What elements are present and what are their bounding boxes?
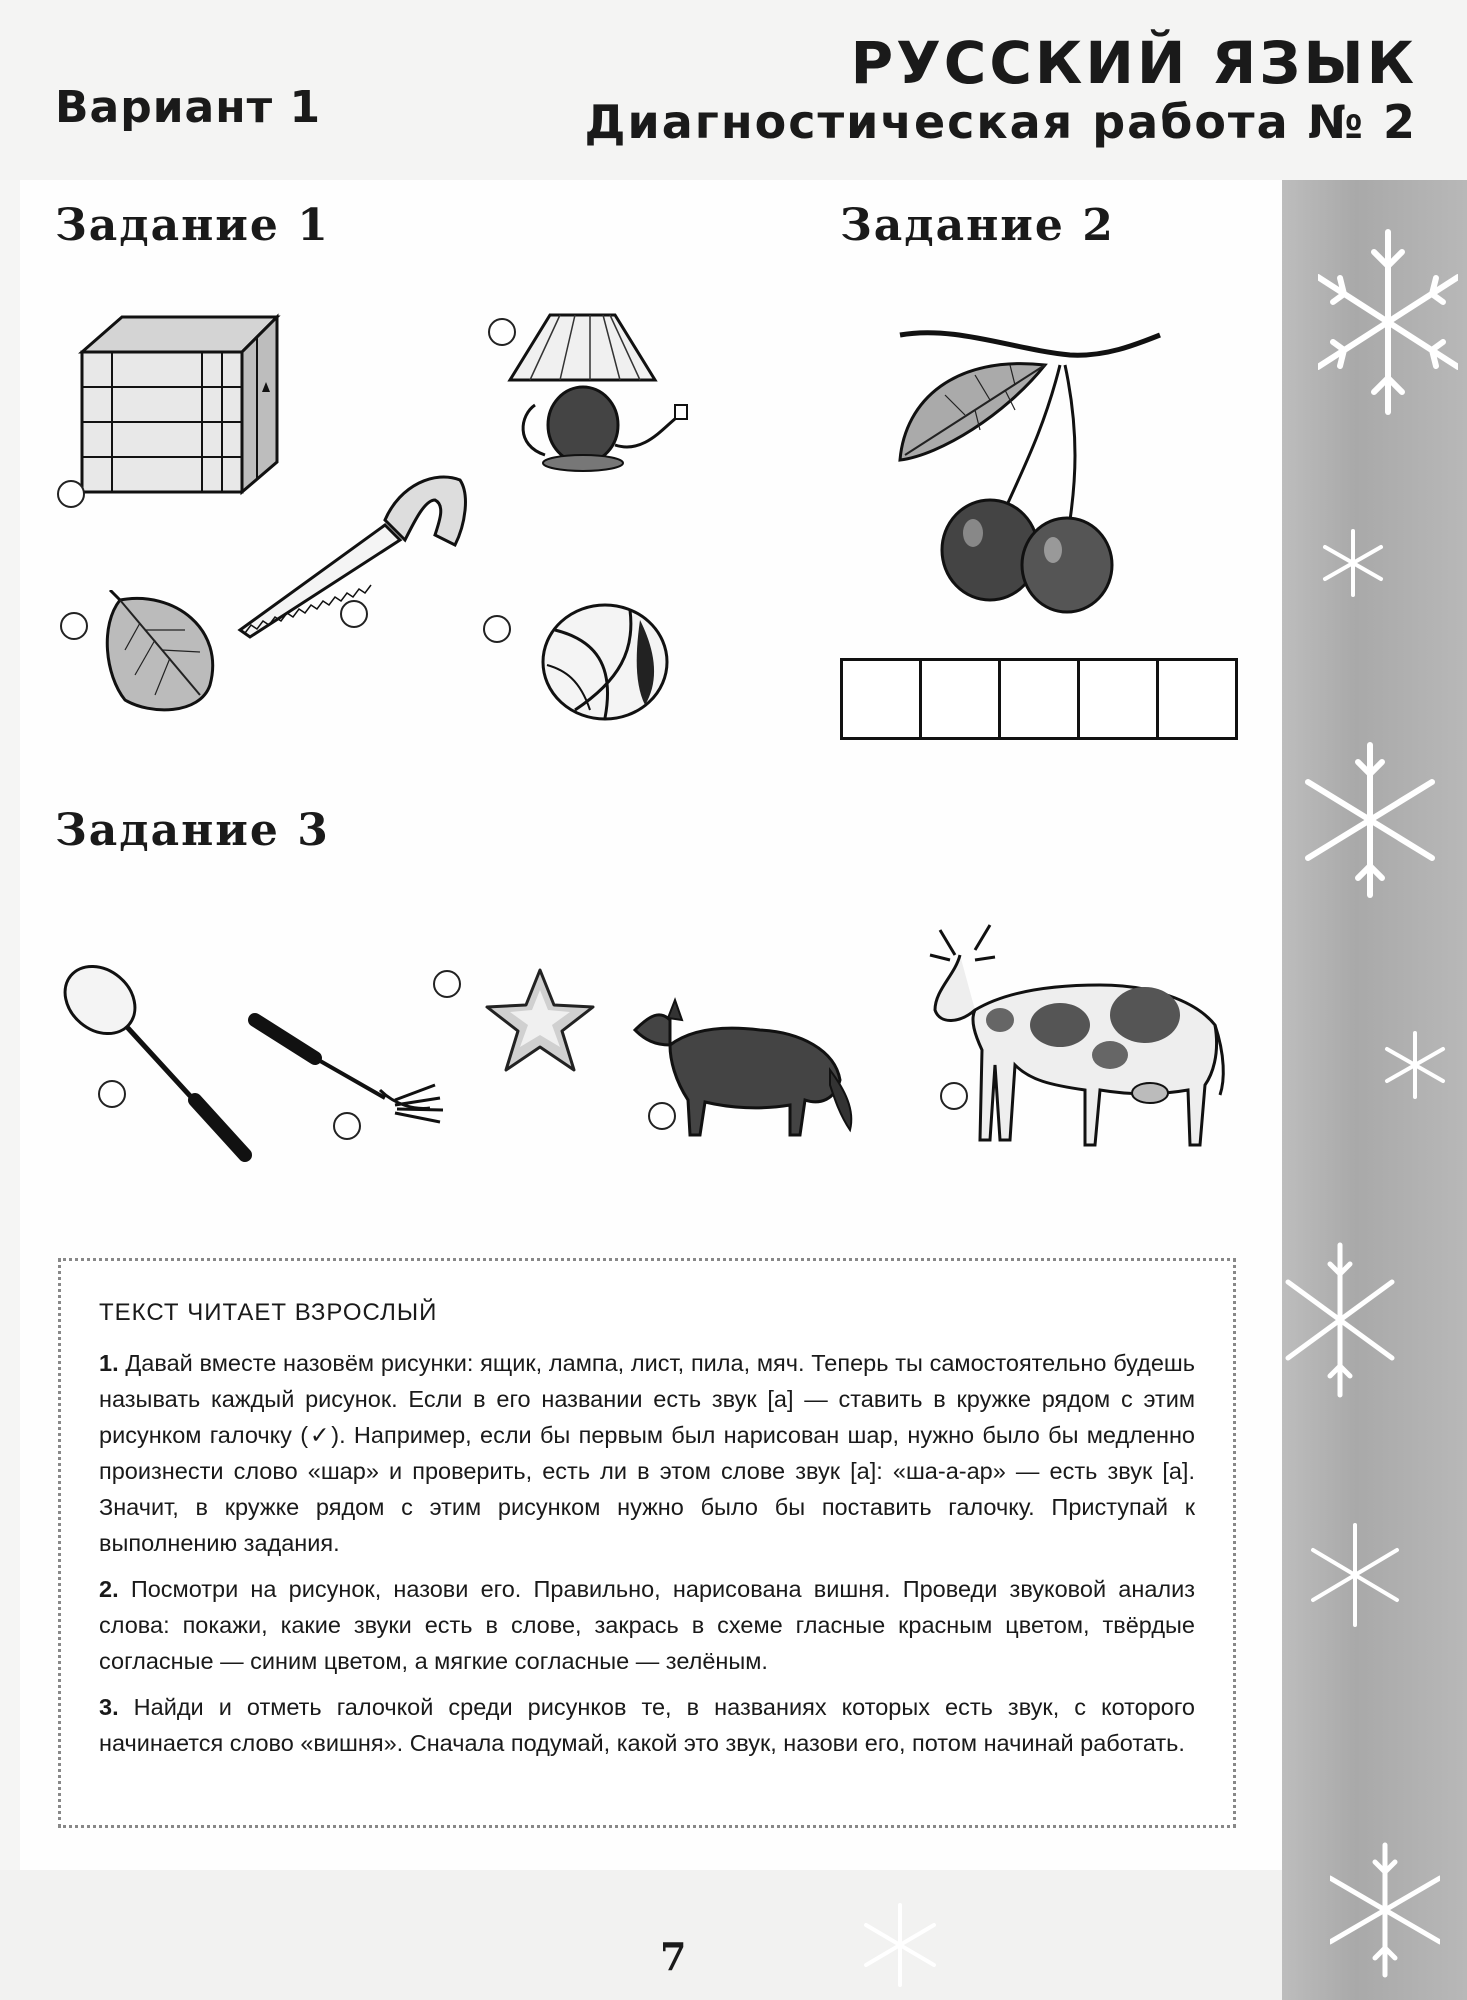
- instructions-title: ТЕКСТ ЧИТАЕТ ВЗРОСЛЫЙ: [99, 1299, 438, 1326]
- page-number: 7: [660, 1934, 687, 1979]
- sound-cell[interactable]: [843, 661, 922, 737]
- snowflake-icon: [1285, 1240, 1395, 1400]
- task1-checkbox-box[interactable]: [57, 480, 85, 508]
- task3-checkbox-spoon[interactable]: [98, 1080, 126, 1108]
- task3-checkbox-fork[interactable]: [333, 1112, 361, 1140]
- sound-cell[interactable]: [1159, 661, 1235, 737]
- task-3-title: Задание 3: [55, 805, 330, 856]
- task-1-title: Задание 1: [55, 200, 330, 251]
- sound-cell[interactable]: [922, 661, 1001, 737]
- task3-checkbox-wolf[interactable]: [648, 1102, 676, 1130]
- sound-cell[interactable]: [1080, 661, 1159, 737]
- task1-checkbox-lamp[interactable]: [488, 318, 516, 346]
- instruction-text: Найди и отметь галочкой среди рисунков те, в названиях которых есть звук, с которого начинается слово «вишня». Сначала подумай, какой это звук, назови его, потом начинай работать.: [99, 1694, 1196, 1756]
- sound-cell[interactable]: [1001, 661, 1080, 737]
- subject-title: [585, 30, 1417, 148]
- spoon-icon: [55, 955, 265, 1165]
- subject-name: РУССКИЙ ЯЗЫК: [850, 29, 1417, 97]
- instructions-box: [58, 1258, 1236, 1828]
- task-2-title: Задание 2: [840, 200, 1115, 251]
- snowflake-icon: [1300, 740, 1440, 900]
- snowflake-icon: [1380, 1030, 1450, 1100]
- work-title: Диагностическая работа № 2: [584, 95, 1417, 149]
- task1-checkbox-ball[interactable]: [483, 615, 511, 643]
- cherry-icon: [895, 305, 1175, 615]
- instruction-text: Давай вместе назовём рисунки: ящик, лампа, лист, пила, мяч. Теперь ты самостоятельно будешь называть каждый рисунок. Если в его названии есть звук [а] — ставить в кружке рядом с этим рисунком галочку (✓). Например, если бы первым был нарисован шар, нужно было бы медленно произнести слово «шар» и проверить, есть ли в этом слове звук [а]: «ша-а-ар» — есть звук [а]. Значит, в кружке рядом с этим рисунком нужно было бы поставить галочку. Приступай к выполнению задания.: [99, 1350, 1196, 1556]
- instruction-item-1: [99, 1345, 1195, 1561]
- snowflake-icon: [1318, 528, 1388, 598]
- task3-checkbox-star[interactable]: [433, 970, 461, 998]
- instruction-number: 2.: [99, 1576, 119, 1602]
- star-icon: [480, 965, 600, 1080]
- variant-title: Вариант 1: [55, 82, 322, 133]
- task3-checkbox-cow[interactable]: [940, 1082, 968, 1110]
- task1-checkbox-saw[interactable]: [340, 600, 368, 628]
- footer-band: [0, 1870, 1282, 2000]
- snowflake-icon: [1310, 1520, 1400, 1630]
- instruction-number: 3.: [99, 1694, 119, 1720]
- snowflake-icon: [1330, 1840, 1440, 1980]
- instruction-item-2: [99, 1571, 1195, 1679]
- instruction-item-3: [99, 1689, 1195, 1761]
- instruction-text: Посмотри на рисунок, назови его. Правильно, нарисована вишня. Проведи звуковой анализ слова: покажи, какие звуки есть в слове, закрась в схеме гласные красным цветом, твёрдые согласные — синим цветом, а мягкие согласные — зелёным.: [99, 1576, 1196, 1674]
- snowflake-icon: [1318, 222, 1458, 422]
- sound-scheme: [840, 658, 1238, 740]
- lamp-icon: [505, 305, 695, 485]
- cow-icon: [920, 915, 1230, 1155]
- instruction-number: 1.: [99, 1350, 119, 1376]
- ball-icon: [535, 600, 675, 725]
- task1-checkbox-leaf[interactable]: [60, 612, 88, 640]
- leaf-icon: [100, 590, 225, 720]
- snowflake-icon: [860, 1900, 940, 1990]
